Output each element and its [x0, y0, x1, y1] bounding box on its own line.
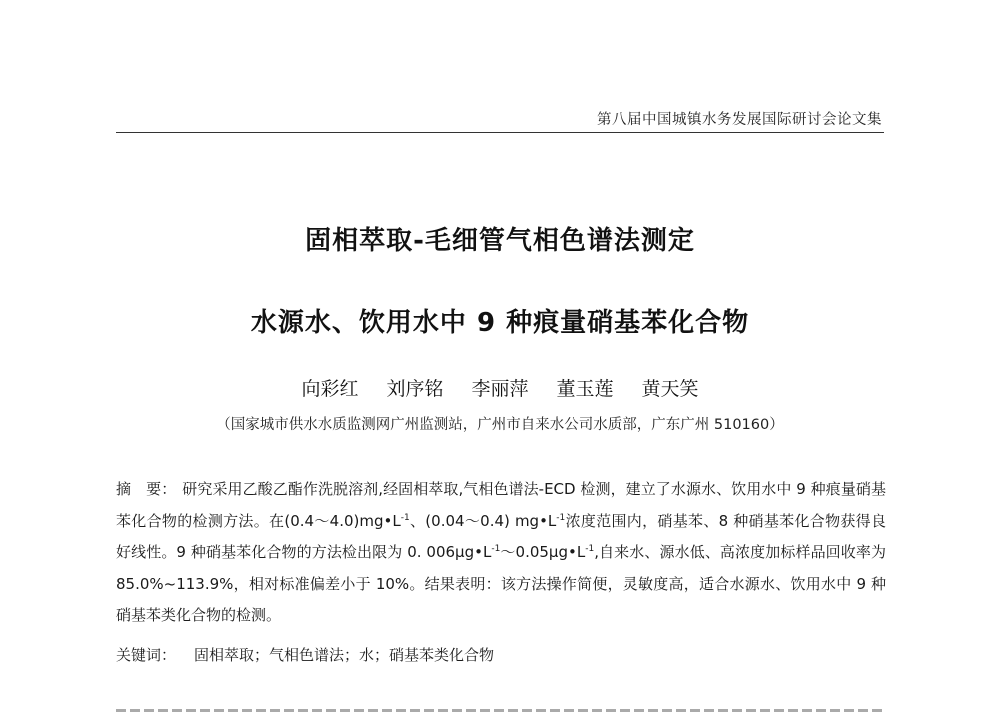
keywords-text: 固相萃取；气相色谱法；水；硝基苯类化合物 [194, 646, 495, 664]
superscript: -1 [556, 512, 566, 523]
abstract-text: 浓度范围内，硝基苯、8 种硝基苯化合物获得良好线性。9 种硝基苯化合物的方法检出限为 0. 006μg•L [116, 511, 886, 561]
affiliation: （国家城市供水水质监测网广州监测站，广州市自来水公司水质部，广东广州 510160） [216, 417, 784, 433]
keywords [116, 644, 494, 665]
abstract-text: ～0.05μg•L [500, 543, 586, 561]
header-rule [116, 132, 884, 133]
superscript: -1 [491, 544, 501, 554]
paper-title-line-2: 水源水、饮用水中 9 种痕量硝基苯化合物 [250, 308, 750, 338]
author-list [0, 374, 1000, 401]
abstract-text: 、(0.04～0.4) mg•L [409, 511, 557, 530]
cropped-next-line [116, 705, 886, 713]
abstract-text: 研究采用乙酸乙酯作洗脱溶剂,经固相萃取,气相色谱法-ECD 检测，建立了水源水、饮用水中 9 种痕量硝基苯化合物的检测方法。在(0.4～4.0)mg•L [116, 480, 886, 530]
paper-title-line-1: 固相萃取-毛细管气相色谱法测定 [305, 226, 695, 256]
abstract-label: 摘 要： [116, 480, 177, 498]
abstract-text: ,自来水、源水低、高浓度加标样品回收率为 85.0%~113.9%，相对标准偏差小于 10%。结果表明：该方法操作简便，灵敏度高，适合水源水、饮用水中 9 种硝基苯类化合物的检测。 [116, 543, 887, 624]
running-header: 第八届中国城镇水务发展国际研讨会论文集 [597, 112, 882, 128]
author: 向彩红 [301, 378, 359, 400]
keywords-label: 关键词： [116, 646, 177, 664]
superscript: -1 [585, 544, 595, 554]
author: 李丽萍 [471, 378, 529, 400]
author: 刘序铭 [386, 378, 444, 400]
abstract [116, 474, 886, 632]
superscript: -1 [400, 512, 410, 523]
author: 黄天笑 [641, 378, 699, 400]
author: 董玉莲 [556, 378, 614, 400]
